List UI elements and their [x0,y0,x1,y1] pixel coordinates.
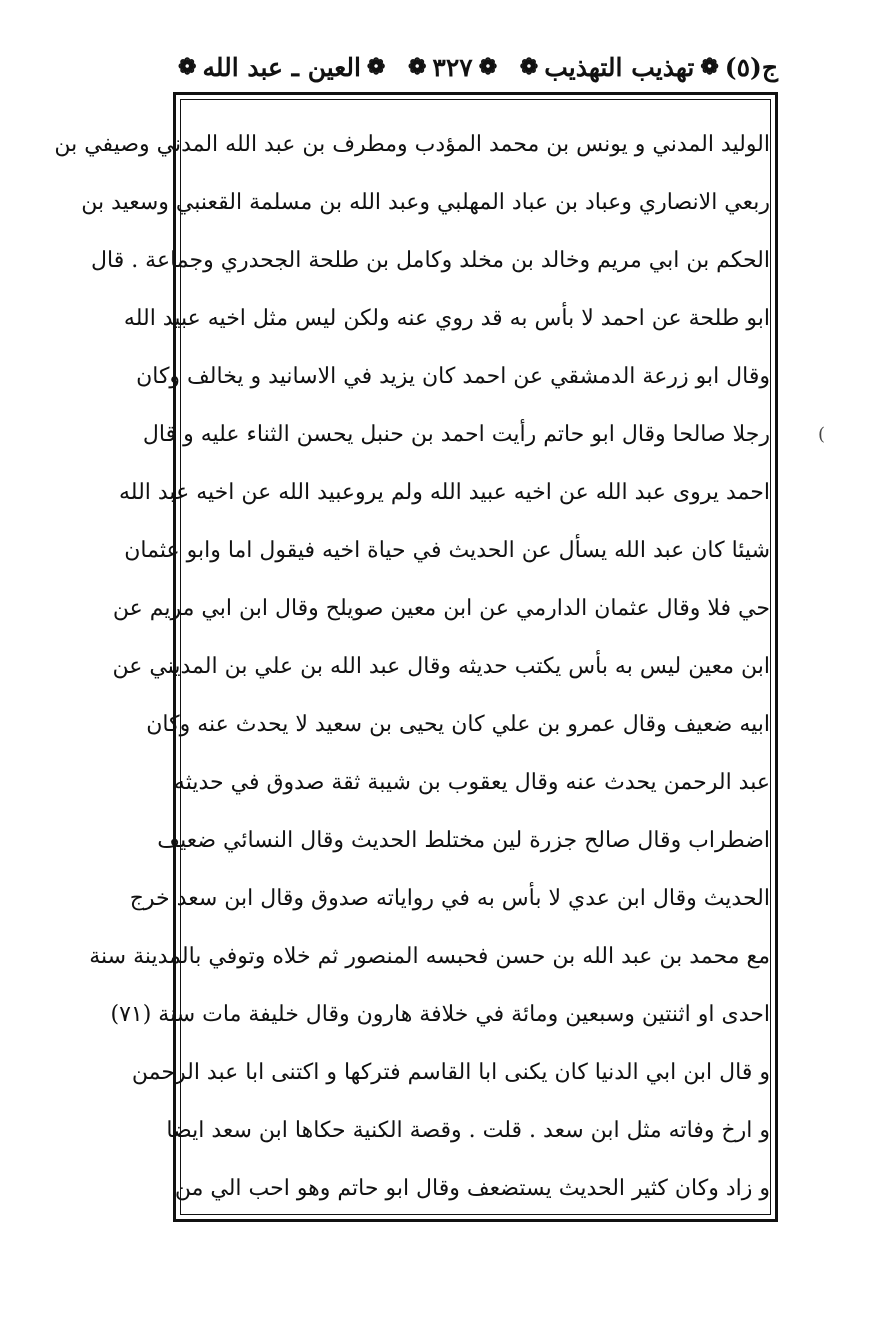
running-header-right [520,53,778,82]
text-line: رجلا صالحا وقال ابو حاتم رأيت احمد بن حنبل يحسن الثناء عليه و قال [142,422,770,447]
page-number-group [408,53,497,82]
text-line: ربعي الانصاري وعباد بن عباد المهلبي وعبد الله بن مسلمة القعنبي وسعيد بن [81,190,770,215]
page-body [54,116,770,1206]
text-line: الحكم بن ابي مريم وخالد بن مخلد وكامل بن طلحة الجحدري وجماعة . قال [91,248,770,273]
ornament-icon: ❁ [700,54,719,80]
text-line: مع محمد بن عبد الله بن حسن فحبسه المنصور ثم خلاه وتوفي بالمدينة سنة [89,944,770,969]
text-line: الوليد المدني و يونس بن محمد المؤدب ومطرف بن عبد الله المدني وصيفي بن [54,132,770,157]
text-line: احمد يروى عبد الله عن اخيه عبيد الله ولم يروعبيد الله عن اخيه عبد الله [119,480,770,505]
text-line: ابن معين ليس به بأس يكتب حديثه وقال عبد الله بن علي بن المديني عن [112,654,770,679]
text-line: ابيه ضعيف وقال عمرو بن علي كان يحيى بن سعيد لا يحدث عنه وكان [146,712,770,737]
text-line: وقال ابو زرعة الدمشقي عن احمد كان يزيد في الاسانيد و يخالف وكان [136,364,770,389]
text-line: و قال ابن ابي الدنيا كان يكنى ابا القاسم فتركها و اكتنى ابا عبد الرحمن [131,1060,770,1085]
text-line: شيئا كان عبد الله يسأل عن الحديث في حياة اخيه فيقول اما وابو عثمان [124,538,770,563]
book-title: تهذيب التهذيب [544,52,695,82]
text-line: احدى او اثنتين وسبعين ومائة في خلافة هارون وقال خليفة مات سنة (٧١) [110,1002,770,1027]
volume-label: ج(٥) [724,52,778,82]
ornament-icon: ❁ [407,54,427,80]
section-title: العين ـ عبد الله [202,52,361,82]
ornament-icon: ❁ [519,54,539,80]
margin-mark: ( [818,424,826,445]
ornament-icon: ❁ [366,54,386,80]
text-line: اضطراب وقال صالح جزرة لين مختلط الحديث وقال النسائي ضعيف [157,828,770,853]
text-line: و زاد وكان كثير الحديث يستضعف وقال ابو حاتم وهو احب الي من [174,1176,770,1201]
running-header-left [178,53,385,82]
text-line: و ارخ وفاته مثل ابن سعد . قلت . وقصة الكنية حكاها ابن سعد ايضا [166,1118,770,1143]
text-line: حي فلا وقال عثمان الدارمي عن ابن معين صويلح وقال ابن ابي مريم عن [112,596,770,621]
text-line: ابو طلحة عن احمد لا بأس به قد روي عنه ولكن ليس مثل اخيه عبيد الله [123,306,770,331]
text-line: عبد الرحمن يحدث عنه وقال يعقوب بن شيبة ثقة صدوق في حديثه [173,770,770,795]
ornament-icon: ❁ [478,54,498,80]
page-number: ٣٢٧ [432,52,473,82]
ornament-icon: ❁ [178,54,197,80]
page-header [178,40,778,94]
text-line: الحديث وقال ابن عدي لا بأس به في رواياته صدوق وقال ابن سعد خرج [129,886,770,911]
